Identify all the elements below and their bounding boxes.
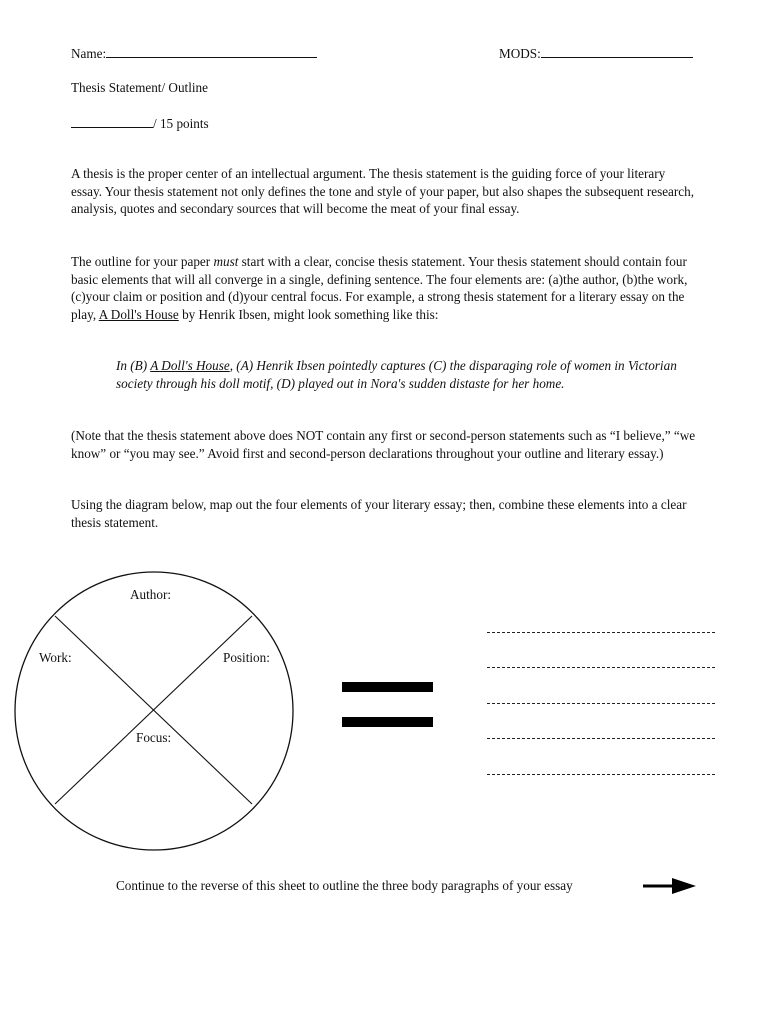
- outline-part2: start with a clear, concise thesis statement. Your thesis statement should contain four basic elements that will all converge in a single, defining sentence. The four elements are: (a)the author, (b)the work, (c)your claim or position and (d)your central focus. For example, a strong thesis statement for a literary essay on the play,: [71, 254, 688, 322]
- points-field[interactable]: [71, 116, 209, 132]
- mods-field[interactable]: [499, 46, 693, 62]
- outline-work-title: A Doll's House: [98, 306, 179, 322]
- diagram-label-position[interactable]: Position:: [223, 650, 270, 665]
- thesis-answer-line[interactable]: [487, 667, 715, 668]
- name-blank[interactable]: [106, 46, 317, 58]
- equals-bar-bottom: [342, 717, 433, 727]
- thesis-answer-line[interactable]: [487, 632, 715, 633]
- intro-paragraph: A thesis is the proper center of an intellectual argument. The thesis statement is the guiding force of your literary essay. Your thesis statement not only defines the tone and style of your paper, but also shapes the subsequent research, analysis, quotes and secondary sources that will become the meat of your final essay.: [71, 166, 695, 217]
- diagram-label-author[interactable]: Author:: [130, 587, 172, 602]
- diagram-label-work[interactable]: Work:: [39, 650, 72, 665]
- name-label: Name:: [71, 46, 107, 61]
- four-elements-diagram: [7, 570, 307, 870]
- outline-paragraph: [71, 253, 696, 323]
- continue-note: Continue to the reverse of this sheet to outline the three body paragraphs of your essay: [116, 878, 573, 893]
- outline-part3: by Henrik Ibsen, might look something like this:: [178, 306, 439, 322]
- example-rest: , (A) Henrik Ibsen pointedly captures (C) the disparaging role of women in Victorian society through his doll motif, (D) played out in Nora's sudden distaste for her home.: [116, 358, 677, 391]
- note-paragraph: (Note that the thesis statement above does NOT contain any first or second-person statements such as “I believe,” “we know” or “you may see.” Avoid first and second-person declarations throughout your outline and literary essay.): [71, 428, 696, 461]
- outline-emphasis: must: [213, 254, 239, 269]
- page-title: Thesis Statement/ Outline: [71, 80, 208, 95]
- mods-blank[interactable]: [541, 46, 693, 58]
- instructions-paragraph: Using the diagram below, map out the four elements of your literary essay; then, combine these elements into a clear thesis statement.: [71, 497, 687, 530]
- mods-label: MODS:: [499, 46, 541, 61]
- right-arrow-icon: [642, 876, 698, 896]
- example-work-title: A Doll's House: [150, 358, 230, 373]
- points-blank[interactable]: [71, 116, 153, 128]
- diagram-label-focus[interactable]: Focus:: [136, 730, 172, 745]
- points-label: / 15 points: [153, 116, 209, 131]
- example-thesis: [116, 357, 696, 392]
- equals-bar-top: [342, 682, 433, 692]
- thesis-answer-line[interactable]: [487, 738, 715, 739]
- example-prefix: In (B): [116, 358, 151, 373]
- thesis-answer-line[interactable]: [487, 774, 715, 775]
- outline-part1: The outline for your paper: [71, 254, 214, 269]
- thesis-answer-line[interactable]: [487, 703, 715, 704]
- name-field[interactable]: [71, 46, 317, 62]
